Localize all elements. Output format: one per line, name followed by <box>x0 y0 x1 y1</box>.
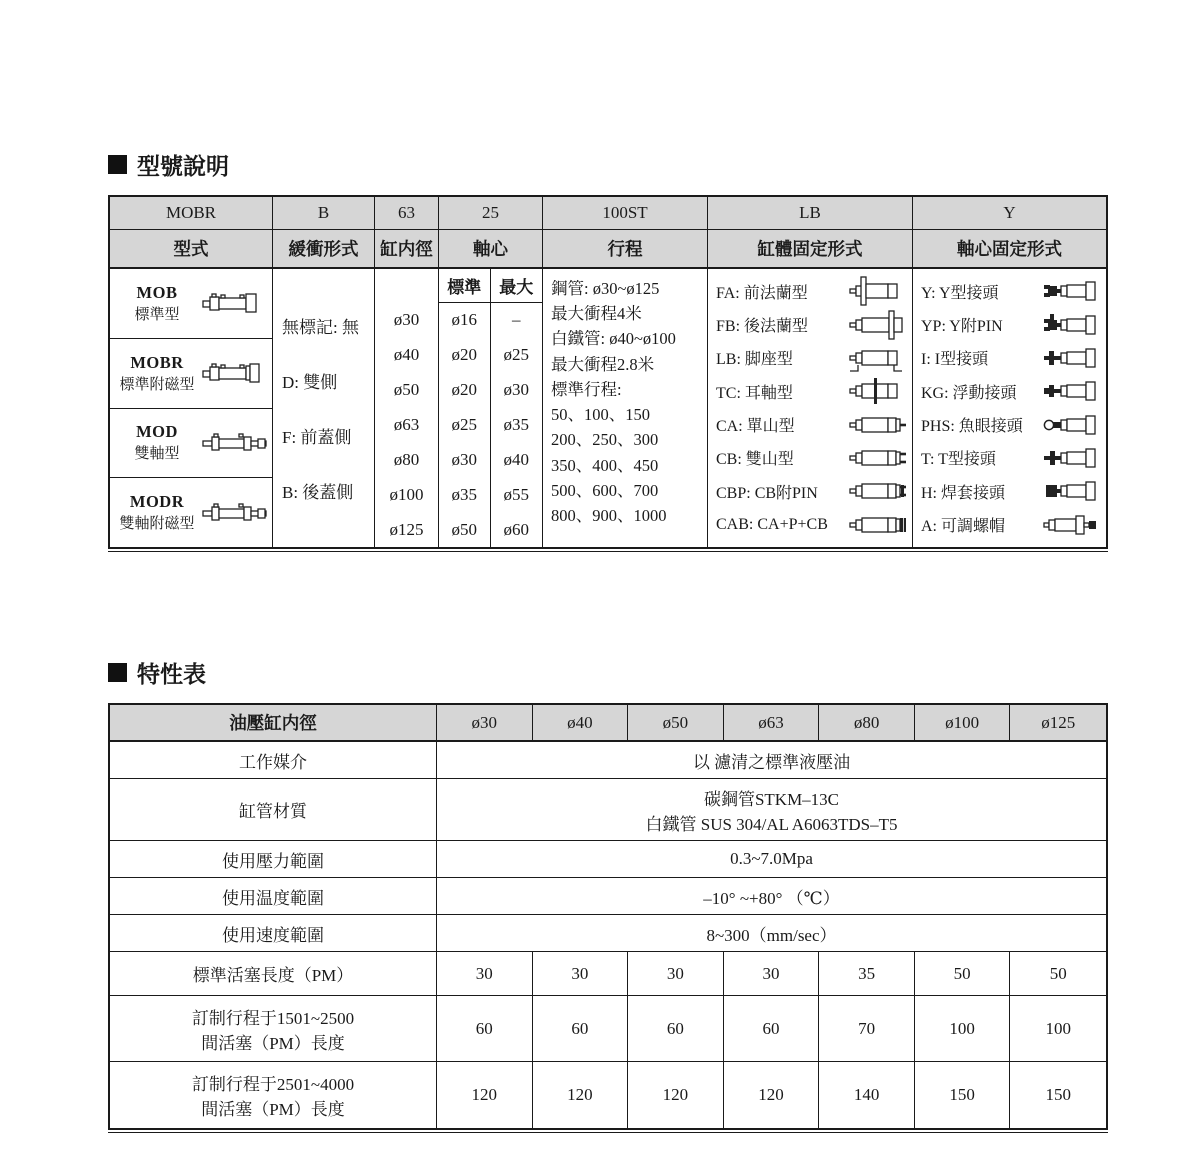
fixing-row <box>716 443 907 473</box>
spec-value: 30 <box>724 952 820 995</box>
fixing-row <box>716 310 907 340</box>
spec-value: 100 <box>915 996 1011 1061</box>
fixing-label: FB: 後法蘭型 <box>716 318 809 336</box>
fixing-label: YP: Y附PIN <box>921 318 1003 336</box>
spec-row <box>110 878 1106 915</box>
shaft-subheader: 最大 <box>499 278 534 297</box>
spec-span-value <box>437 841 1106 877</box>
shaft-max-value: – <box>512 310 521 330</box>
model-label-cell: 軸心 <box>439 230 543 267</box>
mount-single-clevis-icon <box>847 410 907 440</box>
cylinder-double-rod-magnet-icon <box>201 496 269 530</box>
fixing-label: A: 可調螺帽 <box>921 518 1006 536</box>
spec-row-label <box>110 1062 437 1128</box>
cylinder-standard-icon <box>201 286 269 320</box>
type-text <box>113 283 201 324</box>
stroke-line: 500、600、700 <box>551 480 659 500</box>
model-label-cell: 行程 <box>543 230 708 267</box>
model-code-cell: Y <box>913 197 1106 229</box>
model-code-cell: B <box>273 197 375 229</box>
stroke-line: 最大衝程2.8米 <box>551 354 655 374</box>
shaft-standard-col <box>439 303 491 547</box>
shaft-standard-value: ø30 <box>451 449 477 469</box>
type-name: 雙軸型 <box>134 446 180 463</box>
shaft-subheaders <box>439 269 542 303</box>
shaft-standard-value: ø20 <box>451 380 477 400</box>
spec-value: 60 <box>533 996 629 1061</box>
rod-floating-joint-icon <box>1041 376 1101 406</box>
shaft-max-value: ø35 <box>503 415 529 434</box>
fixing-row <box>921 376 1101 406</box>
type-text <box>113 422 201 463</box>
mount-front-flange-icon <box>847 276 907 306</box>
type-row <box>110 409 272 479</box>
spec-table <box>108 703 1108 1130</box>
model-number-table <box>108 195 1108 549</box>
fixing-row <box>921 476 1101 506</box>
spec-header-bore: ø63 <box>724 705 820 740</box>
fixing-row <box>716 276 907 306</box>
spec-span-value <box>437 779 1106 840</box>
model-label-cell: 缸體固定形式 <box>708 230 913 267</box>
shaft-standard-value: ø25 <box>451 415 477 434</box>
shaft-max-value: ø55 <box>503 484 529 504</box>
stroke-info <box>543 269 708 547</box>
fixing-label: FA: 前法蘭型 <box>716 284 808 302</box>
spec-row-label <box>110 841 437 877</box>
shaft-values <box>439 303 542 547</box>
spec-span-value <box>437 878 1106 914</box>
bore-value: ø100 <box>389 484 424 504</box>
mount-double-clevis-icon <box>847 443 907 473</box>
stroke-line: 最大衝程4米 <box>551 304 642 324</box>
bore-value: ø50 <box>393 380 420 400</box>
shaft-standard-value: ø35 <box>451 484 477 504</box>
spec-row-label <box>110 742 437 778</box>
spec-label-line: 標準活塞長度（PM） <box>192 966 354 985</box>
spec-value: 140 <box>819 1062 915 1128</box>
spec-header-row <box>110 705 1106 742</box>
fixing-row <box>921 443 1101 473</box>
spec-row-label <box>110 779 437 840</box>
spec-value: 120 <box>628 1062 724 1128</box>
section-marker-icon <box>108 663 127 682</box>
fixing-label: Y: Y型接頭 <box>921 284 999 302</box>
shaft-standard-value: ø16 <box>451 310 477 330</box>
cylinder-double-rod-icon <box>201 426 269 460</box>
cylinder-standard-magnet-icon <box>201 356 269 390</box>
fixing-label: CB: 雙山型 <box>716 451 794 469</box>
fixing-row <box>716 376 907 406</box>
spec-value: 60 <box>437 996 533 1061</box>
rod-y-pin-icon <box>1041 310 1101 340</box>
section-marker-icon <box>108 155 127 174</box>
fixing-label: LB: 脚座型 <box>716 351 793 369</box>
bore-value: ø40 <box>393 345 420 365</box>
mount-trunnion-icon <box>847 376 907 406</box>
spec-span-line: 白鐵管 SUS 304/AL A6063TDS–T5 <box>645 814 898 834</box>
type-row <box>110 339 272 409</box>
model-label-cell: 軸心固定形式 <box>913 230 1106 267</box>
bore-value: ø63 <box>393 415 420 434</box>
spec-value: 60 <box>628 996 724 1061</box>
model-label-cell: 缸内徑 <box>375 230 439 267</box>
section-spec-heading <box>108 656 1108 689</box>
type-name: 標準附磁型 <box>119 376 195 393</box>
stroke-line: 200、250、300 <box>551 430 659 450</box>
model-label-cell: 緩衝形式 <box>273 230 375 267</box>
rod-weld-sleeve-icon <box>1041 476 1101 506</box>
model-code-cell: 25 <box>439 197 543 229</box>
model-code-cell: LB <box>708 197 913 229</box>
spec-row <box>110 915 1106 952</box>
fixing-label: PHS: 魚眼接頭 <box>921 418 1023 436</box>
spec-span-line: –10° ~+80° （℃） <box>703 888 840 908</box>
spec-label-line: 訂制行程于1501~2500 <box>191 1008 355 1028</box>
spec-value: 30 <box>628 952 724 995</box>
type-code: MOB <box>136 282 178 302</box>
fixing-row <box>716 476 907 506</box>
buffer-option: B: 後蓋側 <box>282 483 354 502</box>
stroke-line: 鋼管: ø30~ø125 <box>551 279 660 298</box>
spec-row-label <box>110 878 437 914</box>
type-code: MODR <box>129 492 185 512</box>
spec-header-bore: ø50 <box>628 705 724 740</box>
spec-span-line: 以 濾清之標準液壓油 <box>692 752 851 772</box>
spec-value: 70 <box>819 996 915 1061</box>
spec-span-line: 碳鋼管STKM–13C <box>703 789 840 809</box>
spec-value: 35 <box>819 952 915 995</box>
spec-header-bore: ø125 <box>1010 705 1106 740</box>
spec-header-bore: ø80 <box>819 705 915 740</box>
type-text <box>113 353 201 394</box>
spec-value: 30 <box>437 952 533 995</box>
fixing-row <box>921 410 1101 440</box>
section-model-heading <box>108 148 1108 181</box>
spec-header-bore: ø30 <box>437 705 533 740</box>
buffer-option: F: 前蓋側 <box>282 428 352 447</box>
buffer-option: 無標記: 無 <box>282 318 359 337</box>
shaft-max-value: ø25 <box>503 345 529 365</box>
shaft-max-value: ø40 <box>503 449 529 469</box>
type-code: MOD <box>136 422 178 442</box>
shaft-max-col <box>491 303 543 547</box>
bore-value: ø80 <box>393 449 420 469</box>
stroke-line: 50、100、150 <box>551 405 650 425</box>
shaft-standard-value: ø50 <box>451 519 477 539</box>
spec-value: 100 <box>1045 1018 1071 1038</box>
stroke-line: 標準行程: <box>551 379 622 399</box>
mount-foot-icon <box>847 343 907 373</box>
fixing-label: CA: 單山型 <box>716 418 795 436</box>
bore-spacer <box>375 269 438 303</box>
spec-header-label: 油壓缸内徑 <box>110 705 437 740</box>
fixing-row <box>921 510 1101 540</box>
rod-i-knuckle-icon <box>1041 343 1101 373</box>
buffer-options <box>273 269 375 547</box>
spec-value: 120 <box>724 1062 820 1128</box>
type-row <box>110 269 272 339</box>
type-name: 標準型 <box>134 306 180 323</box>
type-name: 雙軸附磁型 <box>119 516 195 533</box>
spec-span-line: 0.3~7.0Mpa <box>730 849 813 868</box>
model-code-cell: 63 <box>375 197 439 229</box>
spec-value: 120 <box>533 1062 629 1128</box>
rodend-list <box>913 269 1106 547</box>
spec-row <box>110 1062 1106 1128</box>
shaft-max-value: ø60 <box>503 519 529 539</box>
fixing-label: CBP: CB附PIN <box>716 484 818 502</box>
spec-label-line: 間活塞（PM）長度 <box>201 1100 345 1119</box>
type-row <box>110 478 272 547</box>
spec-label-line: 訂制行程于2501~4000 <box>191 1075 355 1094</box>
fixing-row <box>921 310 1101 340</box>
mount-ca-p-cb-icon <box>847 510 907 540</box>
fixing-row <box>716 410 907 440</box>
stroke-line: 800、900、1000 <box>551 506 667 526</box>
stroke-line: 350、400、450 <box>551 455 659 475</box>
mount-rear-flange-icon <box>847 310 907 340</box>
model-label-cell: 型式 <box>110 230 273 267</box>
spec-row <box>110 952 1106 996</box>
spec-header-bore: ø100 <box>915 705 1011 740</box>
fixing-row <box>921 343 1101 373</box>
shaft-table <box>439 269 543 547</box>
spec-label-line: 工作媒介 <box>239 752 307 772</box>
spec-label-line: 缸管材質 <box>239 802 307 821</box>
spec-value: 150 <box>1045 1085 1071 1104</box>
bore-list <box>375 269 439 547</box>
spec-value: 50 <box>1049 963 1067 983</box>
spec-span-line: 8~300（mm/sec） <box>706 925 837 945</box>
spec-row <box>110 996 1106 1062</box>
model-code-row <box>110 197 1106 230</box>
buffer-option: D: 雙側 <box>282 373 338 392</box>
spec-label-line: 間活塞（PM）長度 <box>201 1033 345 1053</box>
fixing-row <box>921 276 1101 306</box>
model-label-row <box>110 230 1106 269</box>
section-model-title: 型號說明 <box>137 153 229 179</box>
rod-fisheye-icon <box>1041 410 1101 440</box>
bore-value: ø125 <box>389 519 424 539</box>
type-code: MOBR <box>130 352 184 372</box>
fixing-row <box>716 343 907 373</box>
catalog-page <box>108 148 1108 1133</box>
rod-t-joint-icon <box>1041 443 1101 473</box>
spec-span-value <box>437 742 1106 778</box>
spec-row <box>110 779 1106 841</box>
spec-header-bore: ø40 <box>533 705 629 740</box>
fixing-label: H: 焊套接頭 <box>921 484 1006 502</box>
spec-row-label <box>110 952 437 995</box>
spec-label-line: 使用速度範圍 <box>222 925 324 945</box>
mount-clevis-pin-icon <box>847 476 907 506</box>
fixing-label: I: I型接頭 <box>921 351 989 369</box>
model-code-cell: 100ST <box>543 197 708 229</box>
stroke-line: 白鐵管: ø40~ø100 <box>551 329 676 349</box>
spec-span-value <box>437 915 1106 951</box>
model-code-cell: MOBR <box>110 197 273 229</box>
spec-row <box>110 742 1106 779</box>
fixing-label: T: T型接頭 <box>921 451 996 469</box>
rod-y-knuckle-icon <box>1041 276 1101 306</box>
type-text <box>113 492 201 533</box>
spec-label-line: 使用温度範圍 <box>222 888 324 908</box>
fixing-row <box>716 510 907 540</box>
spec-value: 150 <box>915 1062 1011 1128</box>
shaft-max-value: ø30 <box>503 380 529 400</box>
spec-row <box>110 841 1106 878</box>
spec-value: 120 <box>437 1062 533 1128</box>
bore-value: ø30 <box>393 310 420 330</box>
fixing-label: KG: 浮動接頭 <box>921 384 1017 402</box>
shaft-standard-value: ø20 <box>451 345 477 365</box>
spec-label-line: 使用壓力範圍 <box>222 851 324 871</box>
rod-adjust-nut-icon <box>1041 510 1101 540</box>
fixing-label: CAB: CA+P+CB <box>716 515 828 533</box>
spec-value: 60 <box>724 996 820 1061</box>
fixing-label: TC: 耳軸型 <box>716 384 793 402</box>
section-spec-title: 特性表 <box>137 661 206 687</box>
mount-list <box>708 269 913 547</box>
spec-value: 30 <box>533 952 629 995</box>
spec-value: 50 <box>915 952 1011 995</box>
shaft-subheader: 標準 <box>439 269 491 302</box>
spec-row-label <box>110 996 437 1061</box>
type-list <box>110 269 273 547</box>
spec-row-label <box>110 915 437 951</box>
